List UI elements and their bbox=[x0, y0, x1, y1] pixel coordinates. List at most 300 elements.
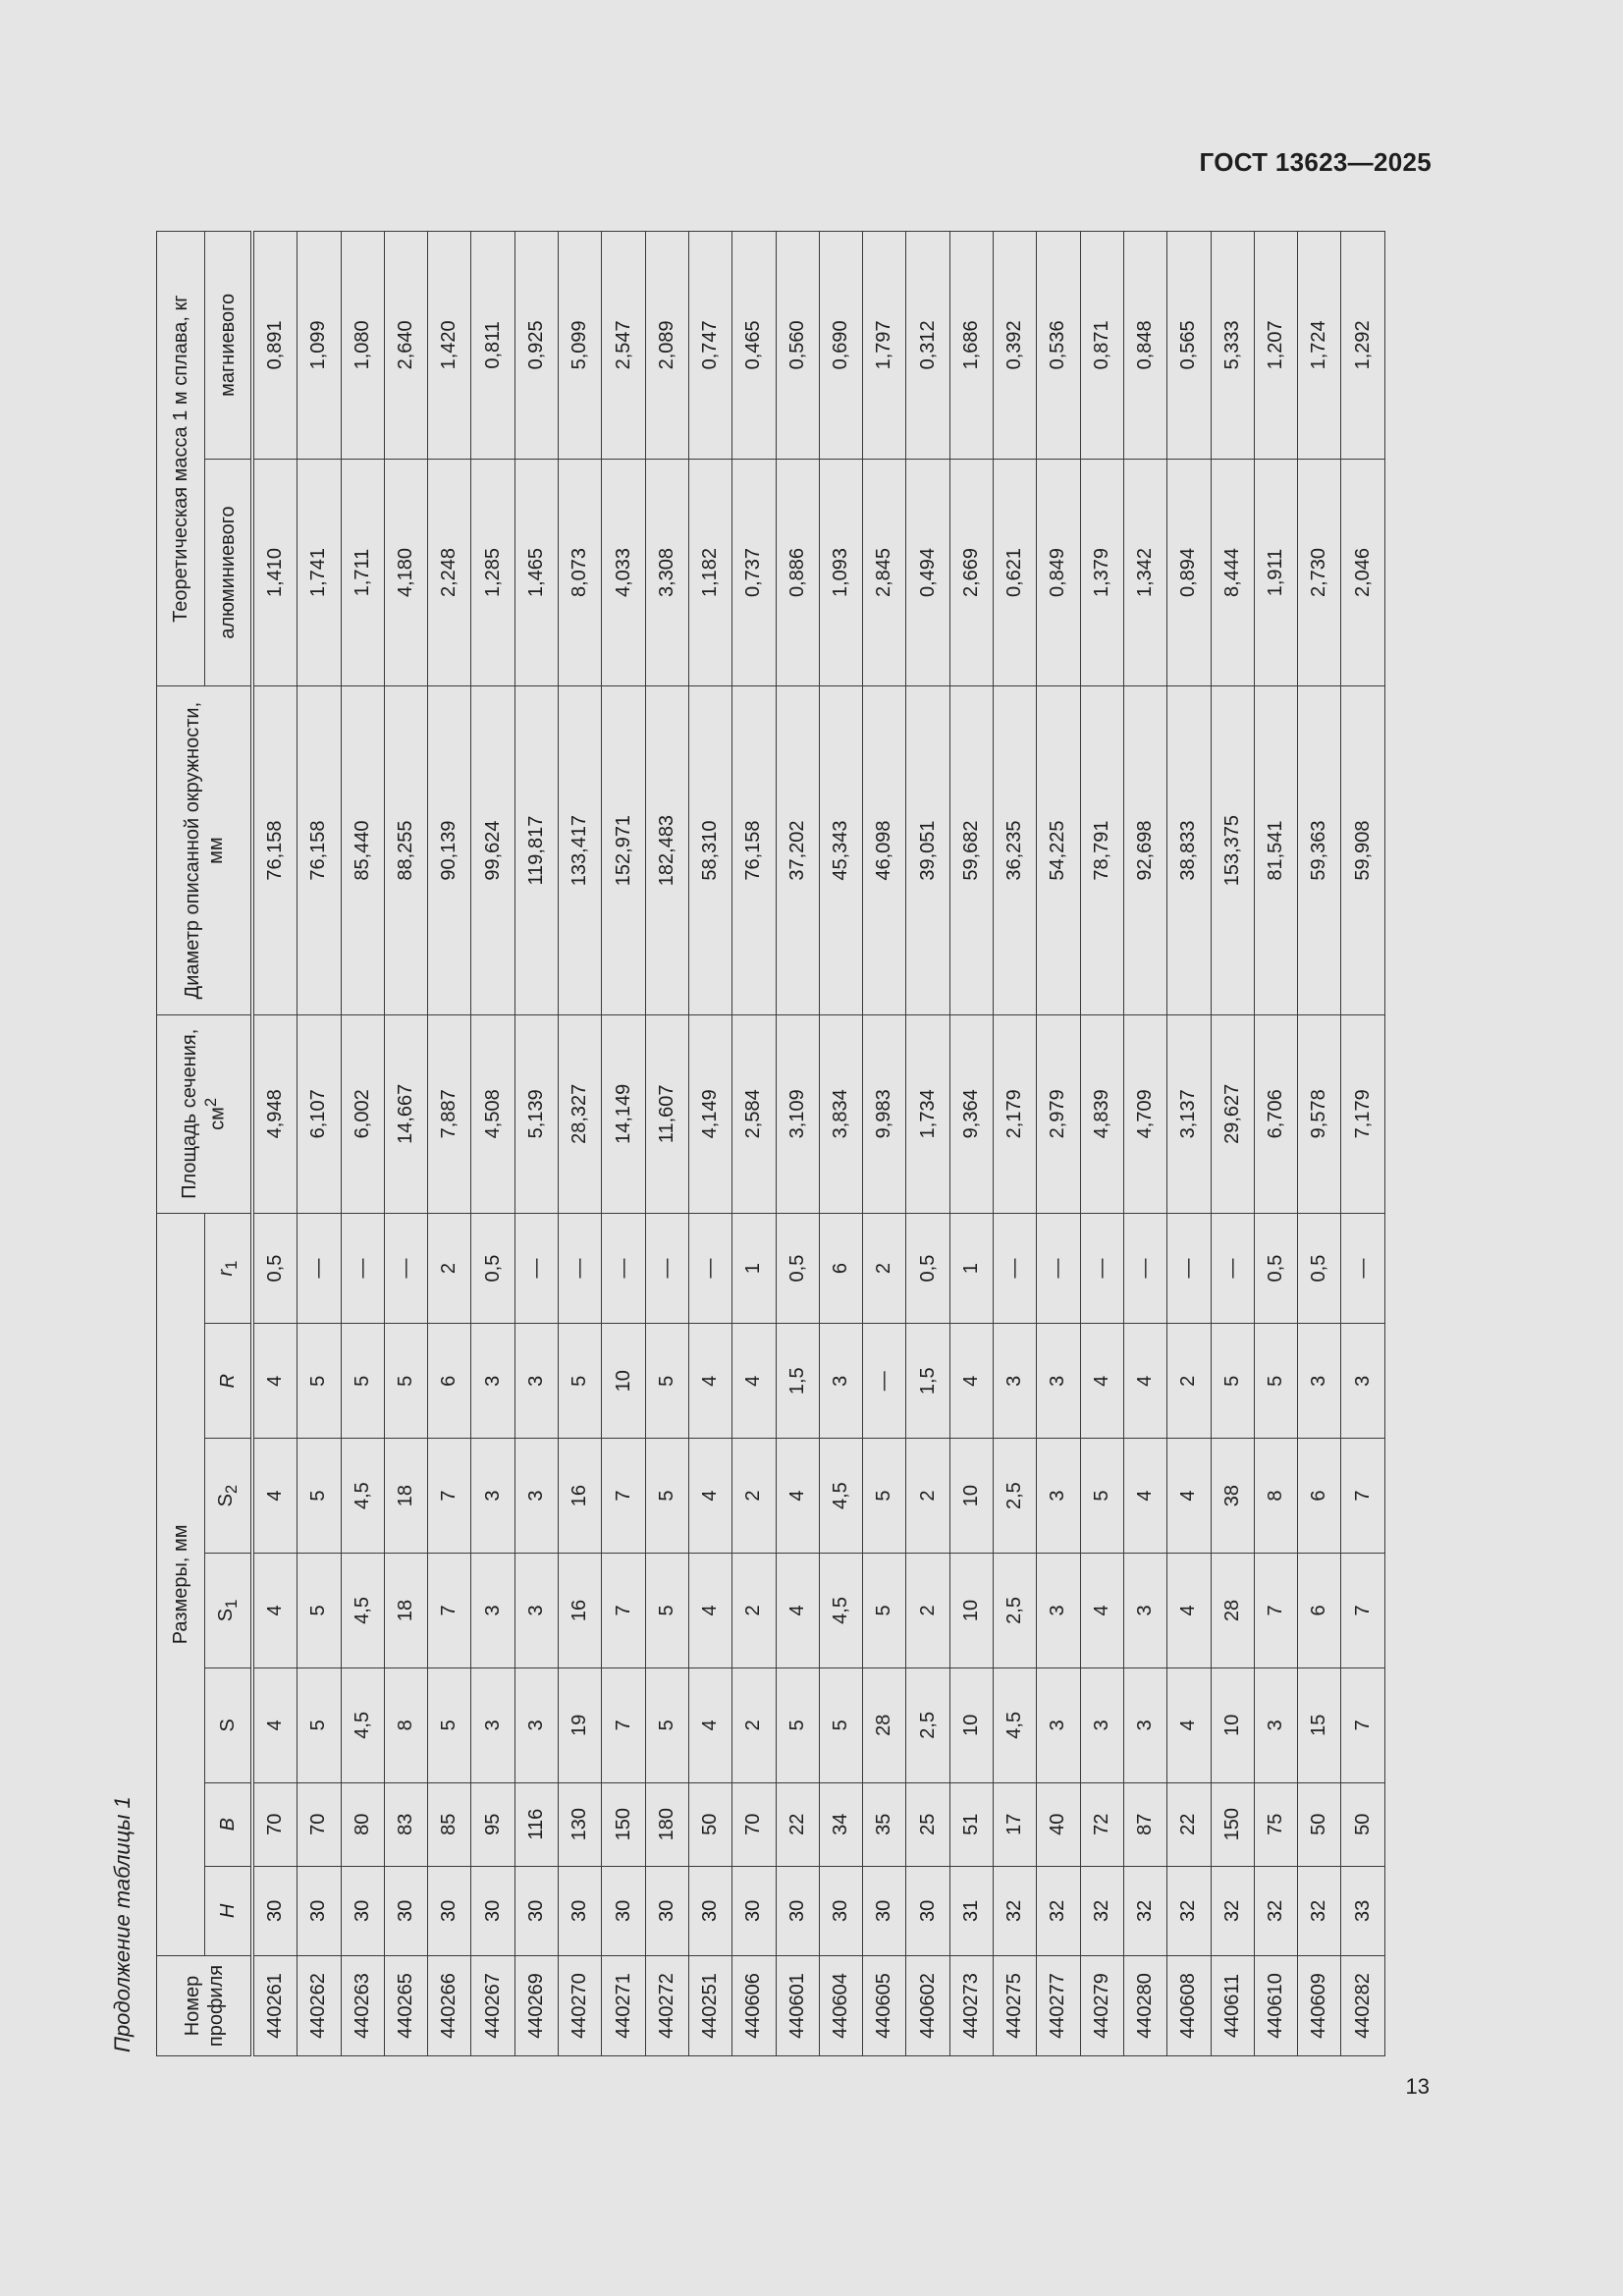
cell-S1: 18 bbox=[384, 1554, 427, 1668]
cell-r1: 0,5 bbox=[776, 1213, 819, 1324]
cell-S1: 5 bbox=[645, 1554, 688, 1668]
cell-r1: — bbox=[1037, 1213, 1080, 1324]
cell-S1: 4,5 bbox=[819, 1554, 862, 1668]
cell-section-area: 3,137 bbox=[1167, 1014, 1211, 1213]
cell-mass-magnesium: 0,565 bbox=[1167, 232, 1211, 460]
cell-r1: 0,5 bbox=[906, 1213, 949, 1324]
cell-S1: 2 bbox=[906, 1554, 949, 1668]
cell-profile-number: 440261 bbox=[252, 1956, 298, 2056]
cell-S1: 10 bbox=[949, 1554, 993, 1668]
cell-S1: 3 bbox=[1123, 1554, 1166, 1668]
cell-B: 150 bbox=[602, 1782, 645, 1866]
cell-S1: 6 bbox=[1298, 1554, 1341, 1668]
table-row bbox=[1037, 232, 1080, 2056]
cell-R: — bbox=[863, 1324, 906, 1439]
cell-H: 30 bbox=[252, 1866, 298, 1955]
cell-profile-number: 440277 bbox=[1037, 1956, 1080, 2056]
cell-B: 35 bbox=[863, 1782, 906, 1866]
cell-S2: 3 bbox=[1037, 1439, 1080, 1554]
cell-H: 30 bbox=[602, 1866, 645, 1955]
cell-S: 5 bbox=[298, 1667, 341, 1782]
cell-S2: 38 bbox=[1211, 1439, 1254, 1554]
cell-R: 2 bbox=[1167, 1324, 1211, 1439]
cell-B: 34 bbox=[819, 1782, 862, 1866]
cell-mass-aluminum: 1,741 bbox=[298, 459, 341, 686]
cell-mass-magnesium: 1,207 bbox=[1254, 232, 1297, 460]
cell-circumscribed-diameter: 37,202 bbox=[776, 686, 819, 1015]
cell-section-area: 2,584 bbox=[732, 1014, 776, 1213]
table-row bbox=[1167, 232, 1211, 2056]
cell-S: 3 bbox=[1080, 1667, 1123, 1782]
table-row bbox=[1254, 232, 1297, 2056]
cell-S1: 7 bbox=[1341, 1554, 1384, 1668]
cell-S2: 8 bbox=[1254, 1439, 1297, 1554]
cell-r1: 0,5 bbox=[252, 1213, 298, 1324]
cell-r1: — bbox=[341, 1213, 384, 1324]
cell-mass-magnesium: 0,891 bbox=[252, 232, 298, 460]
cell-S: 5 bbox=[645, 1667, 688, 1782]
cell-mass-magnesium: 1,099 bbox=[298, 232, 341, 460]
cell-profile-number: 440273 bbox=[949, 1956, 993, 2056]
cell-R: 3 bbox=[994, 1324, 1037, 1439]
cell-S: 10 bbox=[949, 1667, 993, 1782]
cell-S1: 4 bbox=[252, 1554, 298, 1668]
profiles-table bbox=[156, 231, 1385, 2056]
cell-profile-number: 440270 bbox=[559, 1956, 602, 2056]
cell-S2: 10 bbox=[949, 1439, 993, 1554]
cell-r1: 2 bbox=[863, 1213, 906, 1324]
cell-circumscribed-diameter: 152,971 bbox=[602, 686, 645, 1015]
cell-section-area: 11,607 bbox=[645, 1014, 688, 1213]
cell-r1: — bbox=[645, 1213, 688, 1324]
cell-circumscribed-diameter: 58,310 bbox=[688, 686, 731, 1015]
cell-mass-aluminum: 2,845 bbox=[863, 459, 906, 686]
cell-H: 30 bbox=[559, 1866, 602, 1955]
table-row bbox=[819, 232, 862, 2056]
cell-S: 3 bbox=[471, 1667, 514, 1782]
cell-r1: — bbox=[602, 1213, 645, 1324]
table-row bbox=[384, 232, 427, 2056]
cell-section-area: 29,627 bbox=[1211, 1014, 1254, 1213]
cell-r1: — bbox=[384, 1213, 427, 1324]
subheader-S: S bbox=[205, 1667, 253, 1782]
table-row bbox=[776, 232, 819, 2056]
cell-B: 22 bbox=[776, 1782, 819, 1866]
cell-section-area: 7,887 bbox=[428, 1014, 471, 1213]
cell-mass-aluminum: 2,730 bbox=[1298, 459, 1341, 686]
cell-circumscribed-diameter: 119,817 bbox=[514, 686, 558, 1015]
cell-S1: 4 bbox=[1080, 1554, 1123, 1668]
cell-mass-aluminum: 1,379 bbox=[1080, 459, 1123, 686]
cell-R: 5 bbox=[1254, 1324, 1297, 1439]
cell-mass-magnesium: 0,871 bbox=[1080, 232, 1123, 460]
cell-B: 25 bbox=[906, 1782, 949, 1866]
cell-mass-magnesium: 0,312 bbox=[906, 232, 949, 460]
cell-B: 150 bbox=[1211, 1782, 1254, 1866]
cell-profile-number: 440610 bbox=[1254, 1956, 1297, 2056]
cell-S: 4,5 bbox=[341, 1667, 384, 1782]
cell-mass-aluminum: 1,342 bbox=[1123, 459, 1166, 686]
cell-H: 32 bbox=[994, 1866, 1037, 1955]
cell-S1: 3 bbox=[471, 1554, 514, 1668]
cell-S2: 6 bbox=[1298, 1439, 1341, 1554]
cell-mass-aluminum: 8,444 bbox=[1211, 459, 1254, 686]
cell-H: 30 bbox=[471, 1866, 514, 1955]
cell-H: 30 bbox=[384, 1866, 427, 1955]
cell-H: 30 bbox=[645, 1866, 688, 1955]
cell-mass-magnesium: 2,640 bbox=[384, 232, 427, 460]
cell-H: 30 bbox=[819, 1866, 862, 1955]
cell-R: 3 bbox=[1037, 1324, 1080, 1439]
cell-circumscribed-diameter: 90,139 bbox=[428, 686, 471, 1015]
cell-profile-number: 440611 bbox=[1211, 1956, 1254, 2056]
cell-B: 180 bbox=[645, 1782, 688, 1866]
cell-B: 70 bbox=[298, 1782, 341, 1866]
cell-mass-magnesium: 1,686 bbox=[949, 232, 993, 460]
table-row bbox=[471, 232, 514, 2056]
table-row bbox=[949, 232, 993, 2056]
cell-profile-number: 440608 bbox=[1167, 1956, 1211, 2056]
cell-circumscribed-diameter: 88,255 bbox=[384, 686, 427, 1015]
cell-mass-aluminum: 1,093 bbox=[819, 459, 862, 686]
cell-S1: 7 bbox=[1254, 1554, 1297, 1668]
cell-B: 130 bbox=[559, 1782, 602, 1866]
cell-S: 3 bbox=[1254, 1667, 1297, 1782]
cell-circumscribed-diameter: 76,158 bbox=[298, 686, 341, 1015]
cell-mass-aluminum: 0,886 bbox=[776, 459, 819, 686]
table-row bbox=[514, 232, 558, 2056]
page-number: 13 bbox=[1405, 2074, 1430, 2099]
cell-mass-magnesium: 0,811 bbox=[471, 232, 514, 460]
cell-section-area: 6,706 bbox=[1254, 1014, 1297, 1213]
cell-S1: 2,5 bbox=[994, 1554, 1037, 1668]
cell-R: 6 bbox=[428, 1324, 471, 1439]
cell-r1: — bbox=[688, 1213, 731, 1324]
table-row bbox=[1123, 232, 1166, 2056]
cell-circumscribed-diameter: 76,158 bbox=[732, 686, 776, 1015]
cell-R: 4 bbox=[252, 1324, 298, 1439]
table-row bbox=[732, 232, 776, 2056]
table-row bbox=[341, 232, 384, 2056]
cell-H: 30 bbox=[514, 1866, 558, 1955]
cell-r1: — bbox=[1080, 1213, 1123, 1324]
cell-S: 5 bbox=[428, 1667, 471, 1782]
table-row bbox=[602, 232, 645, 2056]
cell-mass-magnesium: 0,690 bbox=[819, 232, 862, 460]
cell-mass-magnesium: 0,536 bbox=[1037, 232, 1080, 460]
document-code: ГОСТ 13623—2025 bbox=[1199, 147, 1432, 177]
cell-S1: 16 bbox=[559, 1554, 602, 1668]
cell-S2: 4 bbox=[1123, 1439, 1166, 1554]
table-row bbox=[906, 232, 949, 2056]
cell-S2: 2 bbox=[732, 1439, 776, 1554]
cell-profile-number: 440602 bbox=[906, 1956, 949, 2056]
header-theoretical-mass: Теоретическая масса 1 м сплава, кг bbox=[157, 232, 205, 686]
cell-section-area: 14,149 bbox=[602, 1014, 645, 1213]
cell-B: 50 bbox=[1341, 1782, 1384, 1866]
table-row bbox=[298, 232, 341, 2056]
header-section-area: Площадь сечения, $см^2$ bbox=[157, 1014, 253, 1213]
cell-S: 3 bbox=[1123, 1667, 1166, 1782]
cell-S1: 4 bbox=[688, 1554, 731, 1668]
cell-S1: 5 bbox=[863, 1554, 906, 1668]
cell-S2: 7 bbox=[1341, 1439, 1384, 1554]
cell-R: 5 bbox=[384, 1324, 427, 1439]
cell-H: 32 bbox=[1298, 1866, 1341, 1955]
cell-section-area: 2,979 bbox=[1037, 1014, 1080, 1213]
cell-B: 70 bbox=[252, 1782, 298, 1866]
cell-S2: 5 bbox=[1080, 1439, 1123, 1554]
cell-circumscribed-diameter: 78,791 bbox=[1080, 686, 1123, 1015]
cell-mass-magnesium: 5,099 bbox=[559, 232, 602, 460]
cell-mass-aluminum: 2,248 bbox=[428, 459, 471, 686]
cell-R: 3 bbox=[471, 1324, 514, 1439]
cell-circumscribed-diameter: 92,698 bbox=[1123, 686, 1166, 1015]
cell-mass-aluminum: 1,911 bbox=[1254, 459, 1297, 686]
cell-B: 75 bbox=[1254, 1782, 1297, 1866]
cell-R: 3 bbox=[514, 1324, 558, 1439]
cell-S: 8 bbox=[384, 1667, 427, 1782]
cell-mass-magnesium: 1,797 bbox=[863, 232, 906, 460]
cell-section-area: 7,179 bbox=[1341, 1014, 1384, 1213]
cell-mass-aluminum: 0,737 bbox=[732, 459, 776, 686]
cell-S2: 4 bbox=[1167, 1439, 1211, 1554]
cell-mass-aluminum: 1,711 bbox=[341, 459, 384, 686]
cell-section-area: 3,109 bbox=[776, 1014, 819, 1213]
cell-S2: 2,5 bbox=[994, 1439, 1037, 1554]
cell-profile-number: 440262 bbox=[298, 1956, 341, 2056]
cell-H: 30 bbox=[863, 1866, 906, 1955]
cell-R: 5 bbox=[341, 1324, 384, 1439]
cell-S: 5 bbox=[776, 1667, 819, 1782]
cell-S: 15 bbox=[1298, 1667, 1341, 1782]
cell-B: 72 bbox=[1080, 1782, 1123, 1866]
cell-section-area: 9,578 bbox=[1298, 1014, 1341, 1213]
cell-section-area: 4,149 bbox=[688, 1014, 731, 1213]
cell-S2: 3 bbox=[514, 1439, 558, 1554]
cell-section-area: 5,139 bbox=[514, 1014, 558, 1213]
cell-profile-number: 440601 bbox=[776, 1956, 819, 2056]
cell-mass-aluminum: 8,073 bbox=[559, 459, 602, 686]
cell-S: 4 bbox=[252, 1667, 298, 1782]
cell-circumscribed-diameter: 59,363 bbox=[1298, 686, 1341, 1015]
cell-mass-magnesium: 1,292 bbox=[1341, 232, 1384, 460]
cell-S2: 7 bbox=[602, 1439, 645, 1554]
cell-section-area: 14,667 bbox=[384, 1014, 427, 1213]
cell-section-area: 2,179 bbox=[994, 1014, 1037, 1213]
cell-profile-number: 440279 bbox=[1080, 1956, 1123, 2056]
cell-r1: — bbox=[298, 1213, 341, 1324]
cell-B: 80 bbox=[341, 1782, 384, 1866]
cell-S: 3 bbox=[1037, 1667, 1080, 1782]
cell-H: 32 bbox=[1080, 1866, 1123, 1955]
cell-circumscribed-diameter: 59,908 bbox=[1341, 686, 1384, 1015]
cell-H: 30 bbox=[341, 1866, 384, 1955]
cell-mass-aluminum: 4,180 bbox=[384, 459, 427, 686]
cell-H: 33 bbox=[1341, 1866, 1384, 1955]
cell-mass-aluminum: 0,621 bbox=[994, 459, 1037, 686]
cell-circumscribed-diameter: 85,440 bbox=[341, 686, 384, 1015]
cell-S: 28 bbox=[863, 1667, 906, 1782]
cell-R: 3 bbox=[1298, 1324, 1341, 1439]
cell-mass-aluminum: 1,465 bbox=[514, 459, 558, 686]
cell-B: 22 bbox=[1167, 1782, 1211, 1866]
header-dimensions: Размеры, мм bbox=[157, 1213, 205, 1955]
cell-circumscribed-diameter: 99,624 bbox=[471, 686, 514, 1015]
cell-H: 30 bbox=[732, 1866, 776, 1955]
cell-circumscribed-diameter: 133,417 bbox=[559, 686, 602, 1015]
cell-r1: — bbox=[514, 1213, 558, 1324]
cell-B: 17 bbox=[994, 1782, 1037, 1866]
cell-R: 5 bbox=[1211, 1324, 1254, 1439]
subheader-r1: $r_1$ bbox=[205, 1213, 253, 1324]
cell-profile-number: 440282 bbox=[1341, 1956, 1384, 2056]
cell-B: 83 bbox=[384, 1782, 427, 1866]
cell-profile-number: 440605 bbox=[863, 1956, 906, 2056]
cell-profile-number: 440267 bbox=[471, 1956, 514, 2056]
cell-section-area: 4,948 bbox=[252, 1014, 298, 1213]
cell-profile-number: 440269 bbox=[514, 1956, 558, 2056]
table-row bbox=[645, 232, 688, 2056]
cell-mass-aluminum: 0,494 bbox=[906, 459, 949, 686]
cell-r1: — bbox=[1123, 1213, 1166, 1324]
cell-S2: 4 bbox=[688, 1439, 731, 1554]
cell-r1: 0,5 bbox=[1298, 1213, 1341, 1324]
cell-section-area: 4,508 bbox=[471, 1014, 514, 1213]
cell-H: 32 bbox=[1254, 1866, 1297, 1955]
cell-r1: 1 bbox=[732, 1213, 776, 1324]
cell-section-area: 9,364 bbox=[949, 1014, 993, 1213]
cell-H: 32 bbox=[1123, 1866, 1166, 1955]
cell-R: 4 bbox=[949, 1324, 993, 1439]
cell-B: 50 bbox=[1298, 1782, 1341, 1866]
cell-S2: 4,5 bbox=[819, 1439, 862, 1554]
cell-R: 10 bbox=[602, 1324, 645, 1439]
table-row bbox=[1341, 232, 1384, 2056]
cell-S1: 3 bbox=[514, 1554, 558, 1668]
cell-mass-magnesium: 0,392 bbox=[994, 232, 1037, 460]
cell-profile-number: 440271 bbox=[602, 1956, 645, 2056]
cell-circumscribed-diameter: 46,098 bbox=[863, 686, 906, 1015]
cell-R: 3 bbox=[1341, 1324, 1384, 1439]
cell-S1: 4 bbox=[776, 1554, 819, 1668]
cell-S: 4 bbox=[1167, 1667, 1211, 1782]
cell-circumscribed-diameter: 45,343 bbox=[819, 686, 862, 1015]
cell-mass-magnesium: 5,333 bbox=[1211, 232, 1254, 460]
subheader-aluminum: алюминиевого bbox=[205, 459, 253, 686]
cell-R: 5 bbox=[645, 1324, 688, 1439]
cell-S1: 5 bbox=[298, 1554, 341, 1668]
cell-profile-number: 440263 bbox=[341, 1956, 384, 2056]
cell-S2: 5 bbox=[863, 1439, 906, 1554]
cell-r1: — bbox=[1167, 1213, 1211, 1324]
cell-circumscribed-diameter: 182,483 bbox=[645, 686, 688, 1015]
cell-r1: — bbox=[994, 1213, 1037, 1324]
cell-S1: 4,5 bbox=[341, 1554, 384, 1668]
cell-S: 2 bbox=[732, 1667, 776, 1782]
cell-mass-aluminum: 1,410 bbox=[252, 459, 298, 686]
cell-mass-magnesium: 0,465 bbox=[732, 232, 776, 460]
cell-R: 1,5 bbox=[906, 1324, 949, 1439]
cell-B: 116 bbox=[514, 1782, 558, 1866]
cell-S1: 28 bbox=[1211, 1554, 1254, 1668]
cell-B: 50 bbox=[688, 1782, 731, 1866]
cell-section-area: 6,002 bbox=[341, 1014, 384, 1213]
cell-section-area: 3,834 bbox=[819, 1014, 862, 1213]
cell-profile-number: 440609 bbox=[1298, 1956, 1341, 2056]
cell-r1: 0,5 bbox=[471, 1213, 514, 1324]
cell-H: 32 bbox=[1037, 1866, 1080, 1955]
cell-circumscribed-diameter: 38,833 bbox=[1167, 686, 1211, 1015]
cell-mass-magnesium: 2,089 bbox=[645, 232, 688, 460]
cell-B: 85 bbox=[428, 1782, 471, 1866]
cell-section-area: 4,709 bbox=[1123, 1014, 1166, 1213]
cell-circumscribed-diameter: 81,541 bbox=[1254, 686, 1297, 1015]
cell-H: 30 bbox=[688, 1866, 731, 1955]
cell-r1: 0,5 bbox=[1254, 1213, 1297, 1324]
cell-H: 30 bbox=[298, 1866, 341, 1955]
subheader-S2: $S_2$ bbox=[205, 1439, 253, 1554]
cell-r1: — bbox=[1341, 1213, 1384, 1324]
cell-R: 5 bbox=[559, 1324, 602, 1439]
table-body bbox=[252, 232, 1384, 2056]
cell-circumscribed-diameter: 153,375 bbox=[1211, 686, 1254, 1015]
table-row bbox=[1211, 232, 1254, 2056]
cell-mass-magnesium: 0,560 bbox=[776, 232, 819, 460]
cell-S2: 5 bbox=[645, 1439, 688, 1554]
cell-profile-number: 440280 bbox=[1123, 1956, 1166, 2056]
cell-S2: 7 bbox=[428, 1439, 471, 1554]
cell-S: 3 bbox=[514, 1667, 558, 1782]
table-container bbox=[156, 231, 1419, 2056]
cell-mass-aluminum: 1,182 bbox=[688, 459, 731, 686]
cell-mass-magnesium: 1,724 bbox=[1298, 232, 1341, 460]
subheader-R: R bbox=[205, 1324, 253, 1439]
cell-mass-aluminum: 0,894 bbox=[1167, 459, 1211, 686]
cell-B: 95 bbox=[471, 1782, 514, 1866]
cell-S: 10 bbox=[1211, 1667, 1254, 1782]
subheader-H: H bbox=[205, 1866, 253, 1955]
table-row bbox=[428, 232, 471, 2056]
cell-S1: 3 bbox=[1037, 1554, 1080, 1668]
cell-R: 4 bbox=[732, 1324, 776, 1439]
cell-mass-aluminum: 3,308 bbox=[645, 459, 688, 686]
cell-B: 70 bbox=[732, 1782, 776, 1866]
cell-S: 4,5 bbox=[994, 1667, 1037, 1782]
cell-section-area: 1,734 bbox=[906, 1014, 949, 1213]
cell-mass-magnesium: 2,547 bbox=[602, 232, 645, 460]
cell-mass-aluminum: 2,669 bbox=[949, 459, 993, 686]
cell-S: 2,5 bbox=[906, 1667, 949, 1782]
cell-circumscribed-diameter: 54,225 bbox=[1037, 686, 1080, 1015]
cell-S: 7 bbox=[602, 1667, 645, 1782]
cell-H: 32 bbox=[1167, 1866, 1211, 1955]
cell-mass-aluminum: 4,033 bbox=[602, 459, 645, 686]
cell-S2: 16 bbox=[559, 1439, 602, 1554]
cell-mass-magnesium: 0,747 bbox=[688, 232, 731, 460]
cell-S: 7 bbox=[1341, 1667, 1384, 1782]
cell-section-area: 9,983 bbox=[863, 1014, 906, 1213]
cell-S2: 2 bbox=[906, 1439, 949, 1554]
cell-circumscribed-diameter: 39,051 bbox=[906, 686, 949, 1015]
cell-mass-magnesium: 0,925 bbox=[514, 232, 558, 460]
cell-S: 4 bbox=[688, 1667, 731, 1782]
cell-mass-magnesium: 1,420 bbox=[428, 232, 471, 460]
cell-S1: 7 bbox=[602, 1554, 645, 1668]
cell-profile-number: 440272 bbox=[645, 1956, 688, 2056]
table-row bbox=[1298, 232, 1341, 2056]
cell-circumscribed-diameter: 36,235 bbox=[994, 686, 1037, 1015]
